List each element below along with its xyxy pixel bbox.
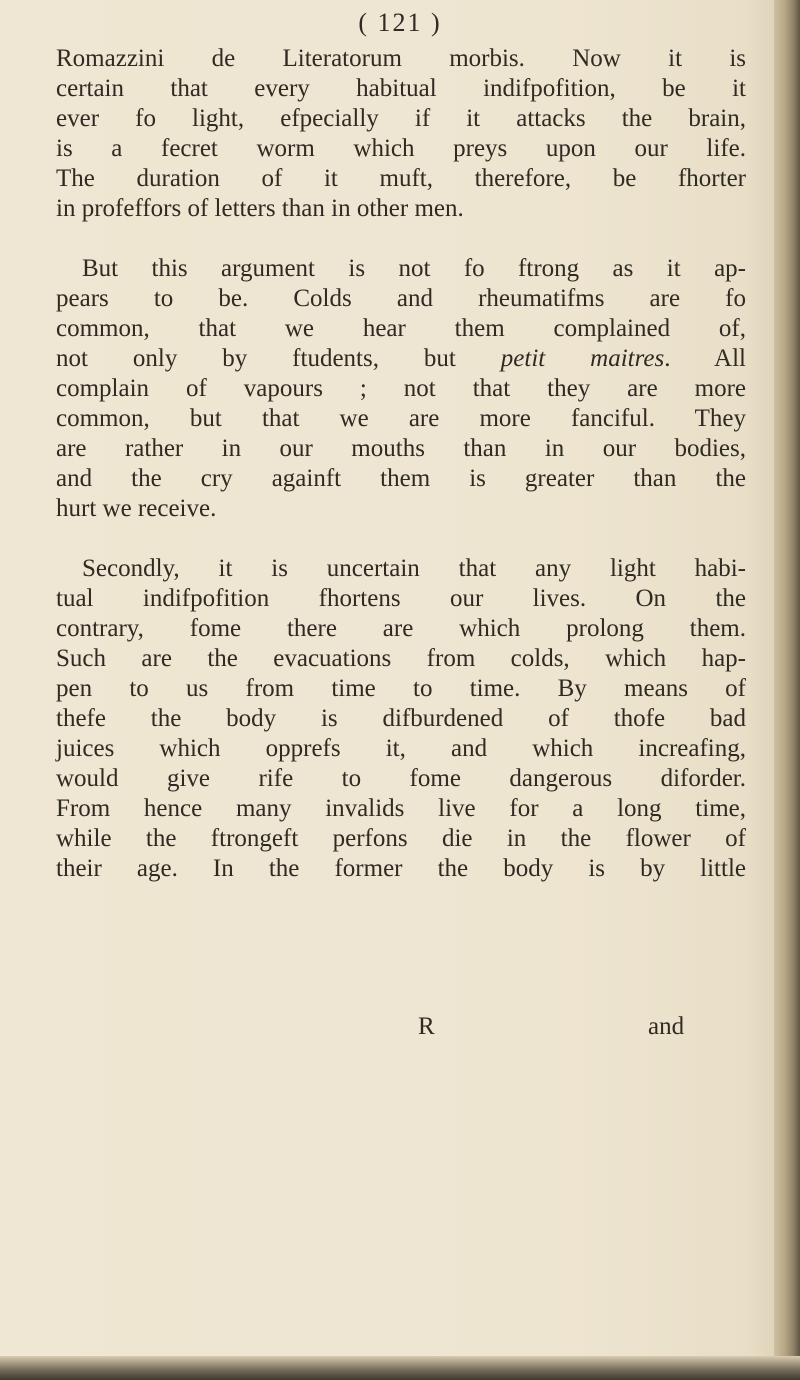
paragraph-2: [56, 254, 746, 524]
text-line: Secondly, it is uncertain that any light habi-: [82, 555, 746, 582]
catchword: and: [648, 1013, 685, 1040]
text-line: common, but that we are more fanciful. They: [56, 405, 746, 432]
text-line: thefe the body is difburdened of thofe bad: [56, 705, 746, 732]
text-line: common, that we hear them complained of,: [56, 315, 746, 342]
text-line: and the cry againft them is greater than the: [56, 465, 746, 492]
catchline: [0, 1012, 800, 1042]
text-line: pears to be. Colds and rheumatifms are fo: [56, 285, 746, 312]
text-line: their age. In the former the body is by little: [56, 855, 746, 882]
text-line: are rather in our mouths than in our bodies,: [56, 435, 746, 462]
text-line: But this argument is not fo ftrong as it ap-: [82, 255, 746, 282]
text-line: is a fecret worm which preys upon our life.: [56, 135, 746, 162]
text-line: From hence many invalids live for a long time,: [56, 795, 746, 822]
text-line: complain of vapours ; not that they are more: [56, 375, 746, 402]
page-bottom-edge: [0, 1356, 800, 1380]
text-line: would give rife to fome dangerous diforder.: [56, 765, 746, 792]
page-number: ( 121 ): [358, 8, 442, 37]
text-line: The duration of it muft, therefore, be fhorter: [56, 165, 746, 192]
text-line: certain that every habitual indifpofition, be it: [56, 75, 746, 102]
text-line: contrary, fome there are which prolong them.: [56, 615, 746, 642]
text-line: while the ftrongeft perfons die in the flower of: [56, 825, 746, 852]
text-line: Romazzini de Literatorum morbis. Now it is: [56, 45, 746, 72]
paragraph-3: [56, 554, 746, 884]
signature-mark: R: [418, 1013, 435, 1040]
text-line: not only by ftudents, but petit maitres. All: [56, 345, 746, 372]
text-line: pen to us from time to time. By means of: [56, 675, 746, 702]
binding-edge: [774, 0, 800, 1380]
text-line: ever fo light, efpecially if it attacks the brain,: [56, 105, 746, 132]
paragraph-1: [56, 44, 746, 224]
text-line: tual indifpofition fhortens our lives. On the: [56, 585, 746, 612]
text-line: hurt we receive.: [56, 495, 217, 522]
text-line: juices which opprefs it, and which increafing,: [56, 735, 746, 762]
italic-phrase: petit maitres: [500, 345, 665, 372]
text-line: Such are the evacuations from colds, which hap-: [56, 645, 746, 672]
body-text: [56, 44, 746, 914]
text-line: in profeffors of letters than in other men.: [56, 195, 464, 222]
